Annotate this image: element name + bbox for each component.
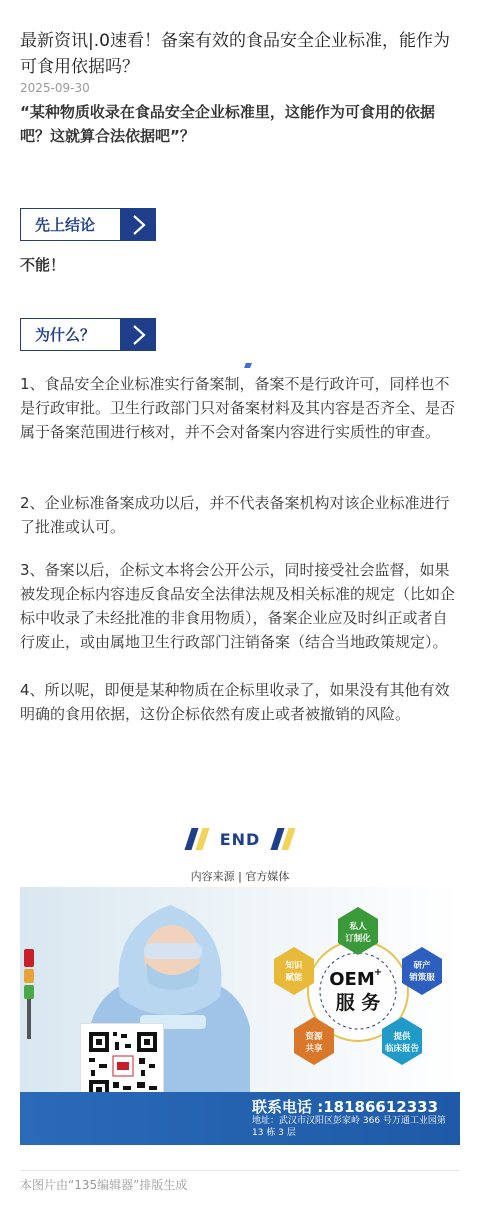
end-stripes-right xyxy=(274,828,292,850)
contact-phone[interactable]: 联系电话 :18186612333 xyxy=(252,1098,439,1116)
why-tag-label: 为什么？ xyxy=(20,318,121,351)
contact-address: 地址：武汉市汉阳区彭家岭 366 号万通工业园第 13 栋 3 层 xyxy=(252,1116,446,1138)
oem-service-banner xyxy=(20,887,460,1145)
paragraph-4: 4、所以呢，即便是某种物质在企标里收录了，如果没有其他有效明确的食用依据，这份企标依然有废止或者被撤销的风险。 xyxy=(20,681,450,723)
end-divider xyxy=(0,826,480,852)
conclusion-tag-label: 先上结论 xyxy=(20,208,121,241)
why-tag xyxy=(20,318,156,351)
node-text-3b: 共享 xyxy=(305,1044,323,1054)
node-text-1b: 销策服 xyxy=(409,973,435,983)
paragraph-3: 3、备案以后，企标文本将会公开公示，同时接受社会监督，如果被发现企标内容违反食品安全法律法规及相关标准的规定（比如企标中收录了未经批准的非食用物质），备案企业应及时纠正或者自行废止，或由属地卫生行政部门注销备案（结合当地政策规定）。 xyxy=(20,561,456,651)
node-text-2: 提供 xyxy=(393,1032,411,1042)
conclusion-text: 不能！ xyxy=(20,256,66,274)
chevron-right-icon xyxy=(121,318,156,351)
article-title: 最新资讯|.0速看！备案有效的食品安全企业标准，能作为可食用依据吗？ xyxy=(20,31,450,77)
node-text-2b: 临床报告 xyxy=(384,1044,420,1054)
oem-center-sup: + xyxy=(373,967,383,978)
content-source: 内容来源 | 官方媒体 xyxy=(190,870,290,883)
end-label: END xyxy=(219,829,261,849)
decorative-accent xyxy=(244,363,252,368)
paragraph-1: 1、食品安全企业标准实行备案制，备案不是行政许可，同样也不是行政审批。卫生行政部门只对备案材料及其内容是否齐全、是否属于备案范围进行核对，并不会对备案内容进行实质性的审查。 xyxy=(20,375,456,441)
node-text-3: 资源 xyxy=(305,1032,323,1042)
paragraph-2: 2、企业标准备案成功以后，并不代表备案机构对该企业标准进行了批准或认可。 xyxy=(20,494,450,536)
node-text-4: 知识 xyxy=(285,961,303,971)
article-quote: “某种物质收录在食品安全企业标准里，这能作为可食用的依据吧？这就算合法依据吧”？ xyxy=(20,103,435,145)
editor-credit: 本图片由“135编辑器”排版生成 xyxy=(20,1178,188,1192)
node-text-4b: 赋能 xyxy=(285,973,303,983)
chevron-right-icon xyxy=(121,208,156,241)
footer-divider xyxy=(20,1170,460,1171)
end-stripes-left xyxy=(188,828,206,850)
node-text-1: 研产 xyxy=(413,961,431,971)
oem-center-top: OEM xyxy=(329,969,375,990)
conclusion-tag xyxy=(20,208,156,241)
oem-service-diagram xyxy=(268,905,448,1075)
signal-lamp-icon xyxy=(22,949,36,1039)
oem-center-bottom: 服 务 xyxy=(335,992,381,1014)
node-text-0: 私人 xyxy=(349,922,367,932)
article-date: 2025-09-30 xyxy=(20,81,90,95)
node-text-0b: 订制化 xyxy=(345,934,371,944)
